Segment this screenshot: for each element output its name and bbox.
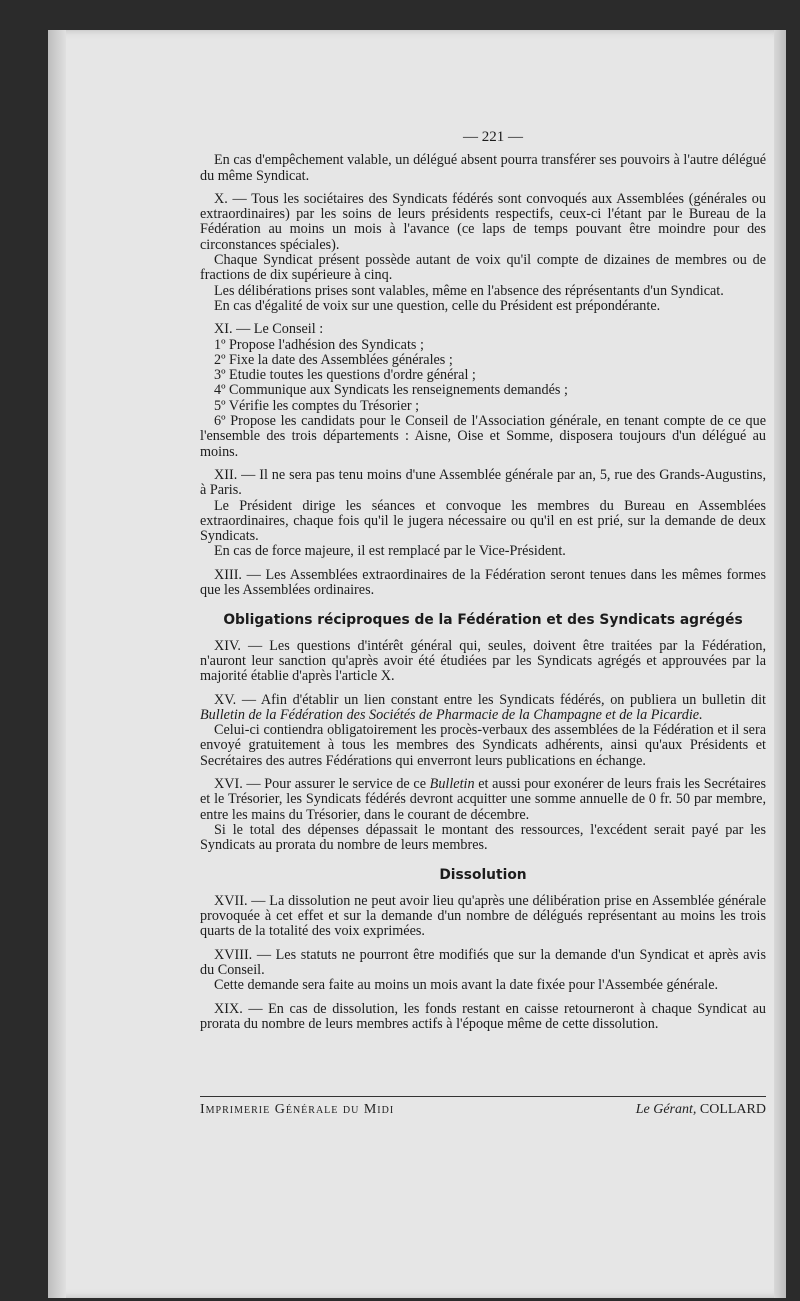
article-xi-item-1: 1º Propose l'adhésion des Syndicats ; bbox=[214, 336, 424, 353]
section-heading-obligations: Obligations réciproques de la Fédération et des Syndicats agrégés bbox=[223, 612, 743, 629]
article-x-p2: Chaque Syndicat présent possède autant de voix qu'il compte de dizaines de membres ou de fractions de dix supérieure à cinq. bbox=[200, 252, 766, 284]
section-heading-dissolution: Dissolution bbox=[439, 867, 527, 884]
article-xv-bulletin-title: Bulletin de la Fédération des Sociétés de Pharmacie de la Champagne et de la Picardie. bbox=[200, 706, 703, 723]
paragraph-delegate-absence: En cas d'empêchement valable, un délégué absent pourra transférer ses pouvoirs à l'autre délégué du même Syndicat. bbox=[200, 152, 766, 184]
gerant-label: Le Gérant, bbox=[635, 1102, 697, 1117]
article-x-p4: En cas d'égalité de voix sur une question, celle du Président est prépondérante. bbox=[214, 297, 661, 314]
article-xvi-text-after: et aussi pour exonérer de leurs frais les Secrétaires et le Trésorier, les Syndicats fédérés devront acquitter une somme annuelle de 0 fr. 50 par membre, entre les mains du Trésorier, dans le courant de décembre. bbox=[200, 775, 766, 823]
article-xi-item-4: 4º Communique aux Syndicats les renseignements demandés ; bbox=[214, 382, 568, 399]
article-xvi-text-before: XVI. — Pour assurer le service de ce bbox=[214, 775, 430, 792]
article-xviii-p1: XVIII. — Les statuts ne pourront être modifiés que sur la demande d'un Syndicat et après avis du Conseil. bbox=[200, 946, 766, 978]
article-xi-item-3: 3º Etudie toutes les questions d'ordre général ; bbox=[214, 367, 476, 384]
article-xvi-p2: Si le total des dépenses dépassait le montant des ressources, l'excédent serait payé par les Syndicats au prorata du nombre de leurs membres. bbox=[200, 821, 766, 854]
article-xvi-p1 bbox=[200, 777, 766, 823]
printer-imprint: Imprimerie Générale du Midi bbox=[200, 1102, 395, 1117]
gerant-name: COLLARD bbox=[699, 1102, 766, 1117]
article-xiv: XIV. — Les questions d'intérêt général qui, seules, doivent être traitées par la Fédération, n'auront leur sanction qu'après avoir été étudiées par les Syndicats agrégés et approuvées par la majorité établie d'après l'article X. bbox=[200, 637, 766, 685]
article-xix: XIX. — En cas de dissolution, les fonds restant en caisse retourneront à chaque Syndicat au prorata du nombre de leurs membres actifs à l'époque même de cette dissolution. bbox=[200, 1000, 766, 1032]
article-xii-p1: XII. — Il ne sera pas tenu moins d'une Assemblée générale par an, 5, rue des Grands-Augustins, à Paris. bbox=[200, 466, 766, 499]
article-x-p3: Les délibérations prises sont valables, même en l'absence des réprésentants d'un Syndicat. bbox=[214, 282, 724, 299]
article-xii-p3: En cas de force majeure, il est remplacé par le Vice-Président. bbox=[214, 543, 566, 560]
page-number: — 221 — bbox=[463, 129, 523, 145]
article-xi-item-5: 5º Vérifie les comptes du Trésorier ; bbox=[214, 397, 420, 414]
page-right-edge bbox=[774, 30, 786, 1298]
article-xi-intro: XI. — Le Conseil : bbox=[214, 321, 324, 338]
document-page bbox=[48, 30, 786, 1298]
page-content bbox=[200, 130, 766, 1032]
page-spine-shadow bbox=[48, 30, 66, 1298]
article-xi-item-2: 2º Fixe la date des Assemblées générales ; bbox=[214, 351, 453, 368]
gerant-signature bbox=[636, 1102, 766, 1118]
article-xiii: XIII. — Les Assemblées extraordinaires de la Fédération seront tenues dans les mêmes formes que les Assemblées ordinaires. bbox=[200, 566, 766, 599]
article-x-p1: X. — Tous les sociétaires des Syndicats fédérés sont convoqués aux Assemblées (générales ou extraordinaires) par les soins de leurs présidents respectifs, ceux-ci l'étant par le Bureau de la Fédération au moins un mois à l'avance (ce laps de temps pouvant être moindre pour des circonstances spéciales). bbox=[200, 190, 766, 253]
article-xi-item-6: 6º Propose les candidats pour le Conseil de l'Association générale, en tenant compte de ce que l'ensemble des trois départements : Aisne, Oise et Somme, disposera toujours d'un délégué au moins. bbox=[200, 413, 766, 460]
article-xvi-bulletin: Bulletin bbox=[429, 775, 475, 792]
article-xii-p2: Le Président dirige les séances et convoque les membres du Bureau en Assemblées extraordinaires, chaque fois qu'il le jugera nécessaire ou qu'il en est prié, sur la demande de deux Syndicats. bbox=[200, 497, 766, 545]
article-xv-p2: Celui-ci contiendra obligatoirement les procès-verbaux des assemblées de la Fédération et il sera envoyé gratuitement à tous les membres des Syndicats adhérents, ainsi qu'aux Présidents et Secrétaires des autres Fédérations qui enverront leurs publications en échange. bbox=[200, 722, 766, 769]
article-xv-text: XV. — Afin d'établir un lien constant entre les Syndicats fédérés, on publiera un bulletin dit bbox=[214, 691, 766, 708]
article-xvii: XVII. — La dissolution ne peut avoir lieu qu'après une délibération prise en Assemblée générale provoquée à cet effet et sur la demande d'un nombre de délégués représentant au moins les trois quarts de la totalité des voix exprimées. bbox=[200, 892, 766, 940]
article-xv-p1 bbox=[200, 693, 766, 724]
page-footer bbox=[200, 1096, 766, 1118]
article-xviii-p2: Cette demande sera faite au moins un mois avant la date fixée pour l'Assembée générale. bbox=[214, 977, 719, 994]
